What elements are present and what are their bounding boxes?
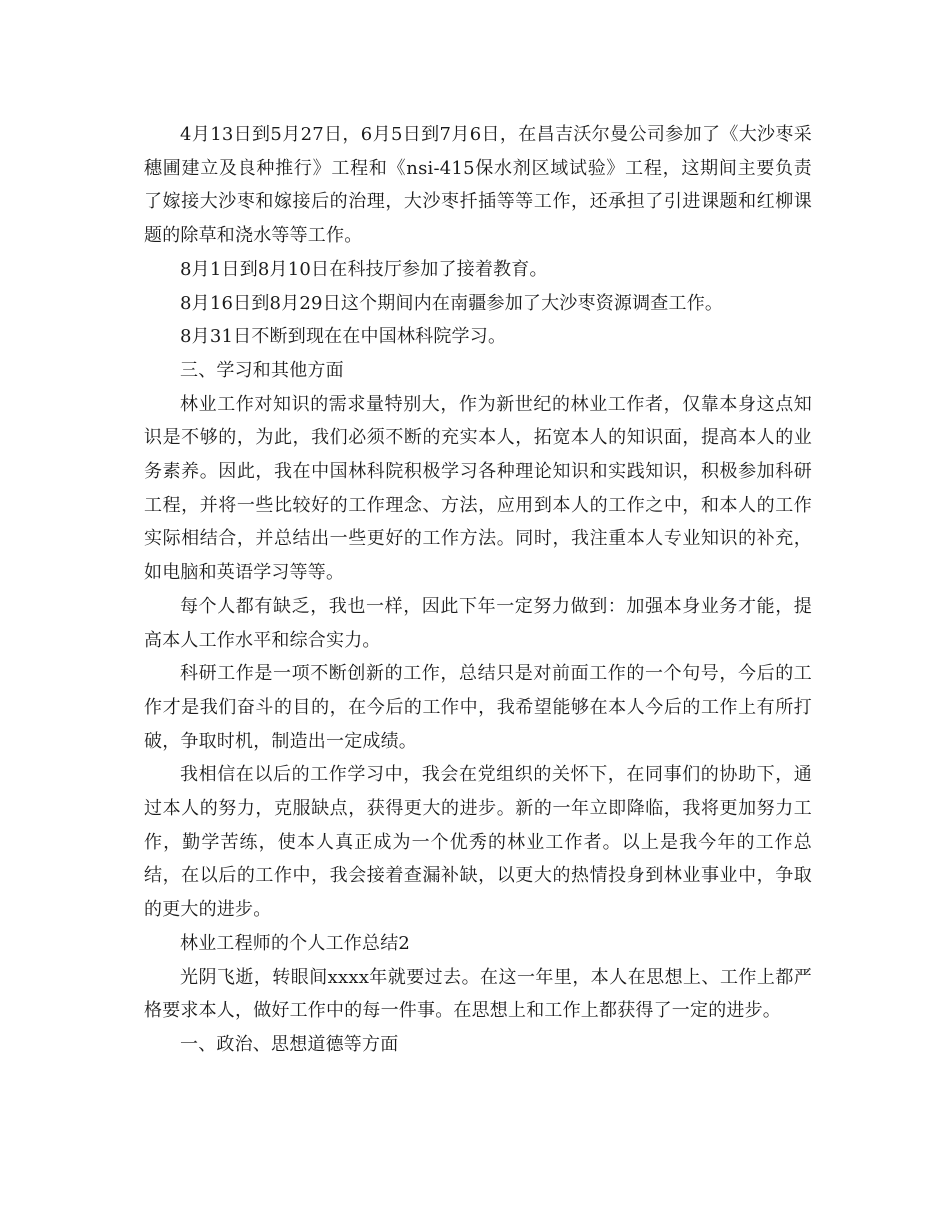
section-heading-politics-ethics: 一、政治、思想道德等方面 — [180, 1033, 399, 1055]
paragraph-study-at-academy: 8月31日不断到现在在中国林科院学习。 — [180, 326, 507, 348]
paragraph-resource-survey: 8月16日到8月29日这个期间内在南疆参加了大沙枣资源调查工作。 — [180, 292, 724, 314]
paragraph-year-review: 光阴飞逝，转眼间xxxx年就要过去。在这一年里，本人在思想上、工作上都严格要求本人，做好工作中的每一件事。在思想上和工作上都获得了一定的进步。 — [144, 966, 812, 1022]
paragraph-shortcomings: 每个人都有缺乏，我也一样，因此下年一定努力做到：加强本身业务才能，提高本人工作水平和综合实力。 — [144, 595, 812, 651]
document-body — [144, 118, 812, 1062]
paragraph-research-work: 科研工作是一项不断创新的工作，总结只是对前面工作的一个句号，今后的工作才是我们奋斗的目的，在今后的工作中，我希望能够在本人今后的工作上有所打破，争取时机，制造出一定成绩。 — [144, 663, 812, 752]
paragraph-future-progress: 我相信在以后的工作学习中，我会在党组织的关怀下，在同事们的协助下，通过本人的努力，克服缺点，获得更大的进步。新的一年立即降临，我将更加努力工作，勤学苦练，使本人真正成为一个优秀的林业工作者。以上是我今年的工作总结，在以后的工作中，我会接着查漏补缺，以更大的热情投身到林业事业中，争取的更大的进步。 — [144, 764, 812, 921]
paragraph-knowledge-needs: 林业工作对知识的需求量特别大，作为新世纪的林业工作者，仅靠本身这点知识是不够的，为此，我们必须不断的充实本人，拓宽本人的知识面，提高本人的业务素养。因此，我在中国林科院积极学习各种理论知识和实践知识，积极参加科研工程，并将一些比较好的工作理念、方法，应用到本人的工作之中，和本人的工作实际相结合，并总结出一些更好的工作方法。同时，我注重本人专业知识的补充，如电脑和英语学习等等。 — [144, 393, 812, 584]
section-heading-study-and-other: 三、学习和其他方面 — [180, 359, 344, 381]
paragraph-work-schedule: 4月13日到5月27日，6月5日到7月6日，在昌吉沃尔曼公司参加了《大沙枣采穗圃建立及良种推行》工程和《nsi-415保水剂区域试验》工程，这期间主要负责了嫁接大沙枣和嫁接后的治理，大沙枣扦插等等工作，还承担了引进课题和红柳课题的除草和浇水等等工作。 — [144, 124, 812, 247]
paragraph-continuing-education: 8月1日到8月10日在科技厅参加了接着教育。 — [180, 258, 548, 280]
document-subtitle: 林业工程师的个人工作总结2 — [180, 932, 411, 954]
